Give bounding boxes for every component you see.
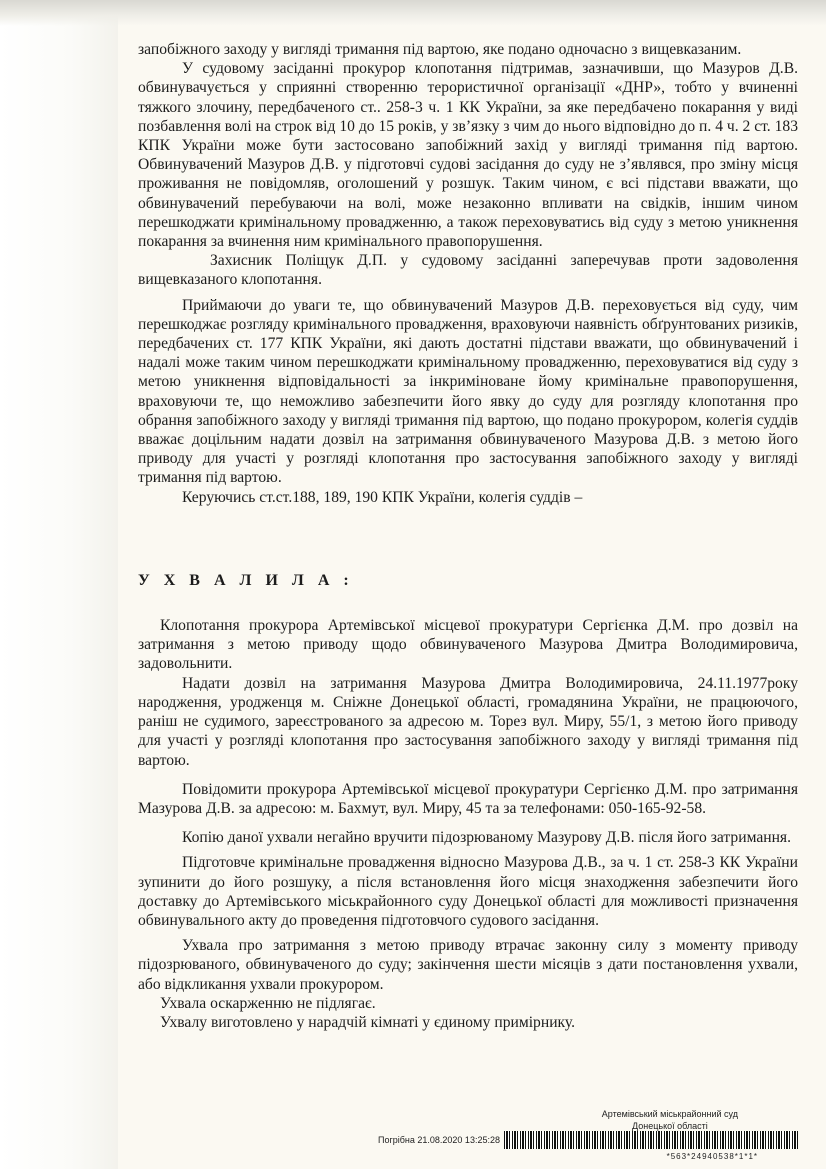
barcode-icon — [504, 1131, 798, 1149]
paragraph-court-reasoning: Приймаючи до уваги те, що обвинувачений Мазуров Д.В. переховується від суду, чим перешкоджає розгляду кримінального провадження, враховуючи наявність обґрунтованих ризиків, передбачених ст. 177 КПК України, які дають достатні підстави вважати, що обвинувачений і надалі може таким чином перешкоджати кримінальному провадженню, переховуватися від суду з метою уникнення відповідальності за інкриміноване йому кримінальне правопорушення, враховуючи те, що неможливо забезпечити його явку до суду для розгляду клопотання про обрання запобіжного заходу у вигляді тримання під вартою, що подано прокурором, колегія суддів вважає доцільним надати дозвіл на затримання обвинуваченого Мазурова Д.В. з метою його приводу для участі у розгляді клопотання про застосування запобіжного заходу у вигляді тримання під вартою. — [138, 296, 798, 487]
resolution-item-notify-prosecutor: Повідомити прокурора Артемівської місцевої прокуратури Сергієнко Д.М. про затримання Мазурова Д.В. за адресою: м. Бахмут, вул. Миру, 45 та за телефонами: 050-165-92-58. — [138, 780, 798, 817]
scan-top-shadow — [0, 0, 826, 26]
resolution-item-suspend-proceedings: Підготовче кримінальне провадження відносно Мазурова Д.В., за ч. 1 ст. 258-3 КК України зупинити до його розшуку, а після встановлення його місця знаходження забезпечити його доставку до Артемівського міськрайонного суду Донецької області для можливості призначення обвинувального акту до проведення підготовчого судового засідання. — [138, 854, 798, 929]
paragraph-defender-position: Захисник Поліщук Д.П. у судовому засіданні заперечував проти задоволення вищевказаного клопотання. — [138, 252, 798, 289]
court-name-line2: Донецької області — [632, 1121, 708, 1131]
resolution-item-serve-copy: Копію даної ухвали негайно вручити підозрюваному Мазурову Д.В. після його затримання. — [182, 829, 792, 847]
paragraph-legal-basis: Керуючись ст.ст.188, 189, 190 КПК України, колегія суддів – — [182, 488, 583, 506]
paragraph-continuation: запобіжного заходу у вигляді тримання під вартою, яке подано одночасно з вищевказаним. — [138, 41, 742, 58]
scan-margin — [0, 0, 118, 1169]
resolution-heading: У Х В А Л И Л А : — [138, 571, 354, 589]
document-body — [138, 40, 798, 1032]
barcode-number: *563*24940538*1*1* — [666, 1152, 758, 1161]
court-stamp — [602, 1108, 738, 1132]
resolution-item-single-copy: Ухвалу виготовлено у нарадчій кімнаті у єдиному примірнику. — [160, 1013, 576, 1031]
signature-line — [378, 1130, 798, 1150]
electronic-signature: Погрібна 21.08.2020 13:25:28 — [378, 1135, 500, 1145]
resolution-item-grant-motion: Клопотання прокурора Артемівської місцевої прокуратури Сергієнка Д.М. про дозвіл на затримання з метою приводу щодо обвинуваченого Мазурова Дмитра Володимировича, задовольнити. — [138, 617, 798, 673]
resolution-item-no-appeal: Ухвала оскарженню не підлягає. — [160, 994, 376, 1012]
resolution-item-validity: Ухвала про затримання з метою приводу втрачає законну силу з моменту приводу підозрюваного, обвинуваченого до суду; закінчення шести місяців з дати постановлення ухвали, або відкликання ухвали прокурором. — [138, 937, 798, 993]
document-footer — [378, 1108, 798, 1168]
resolution-item-permit-detention: Надати дозвіл на затримання Мазурова Дмитра Володимировича, 24.11.1977року народження, уродженця м. Сніжне Донецької області, громадянина України, не працюючого, раніш не судимого, зареєстрованого за адресою м. Торез вул. Миру, 55/1, з метою його приводу для участі у розгляді клопотання про застосування запобіжного заходу у вигляді тримання під вартою. — [138, 674, 798, 769]
court-name-line1: Артемівський міськрайонний суд — [601, 1109, 738, 1119]
paragraph-prosecutor-position: У судовому засіданні прокурор клопотання підтримав, зазначивши, що Мазуров Д.В. обвинувачується у сприянні створенню терористичної організації «ДНР», тобто у вчиненні тяжкого злочину, передбаченого ст.. 258-3 ч. 1 КК України, за яке передбачено покарання у виді позбавлення волі на строк від 10 до 15 років, у зв’язку з чим до нього відповідно до п. 4 ч. 2 ст. 183 КПК України може бути застосовано запобіжний захід у вигляді тримання під вартою. Обвинувачений Мазуров Д.В. у підготовчі судові засідання до суду не з’являвся, про зміну місця проживання не повідомляв, оголошений у розшук. Таким чином, є всі підстави вважати, що обвинувачений перебуваючи на волі, може незаконно впливати на свідків, іншим чином перешкоджати кримінальному провадженню, а також переховуватись від суду з метою уникнення покарання за вчинення ним кримінального правопорушення. — [138, 60, 798, 251]
